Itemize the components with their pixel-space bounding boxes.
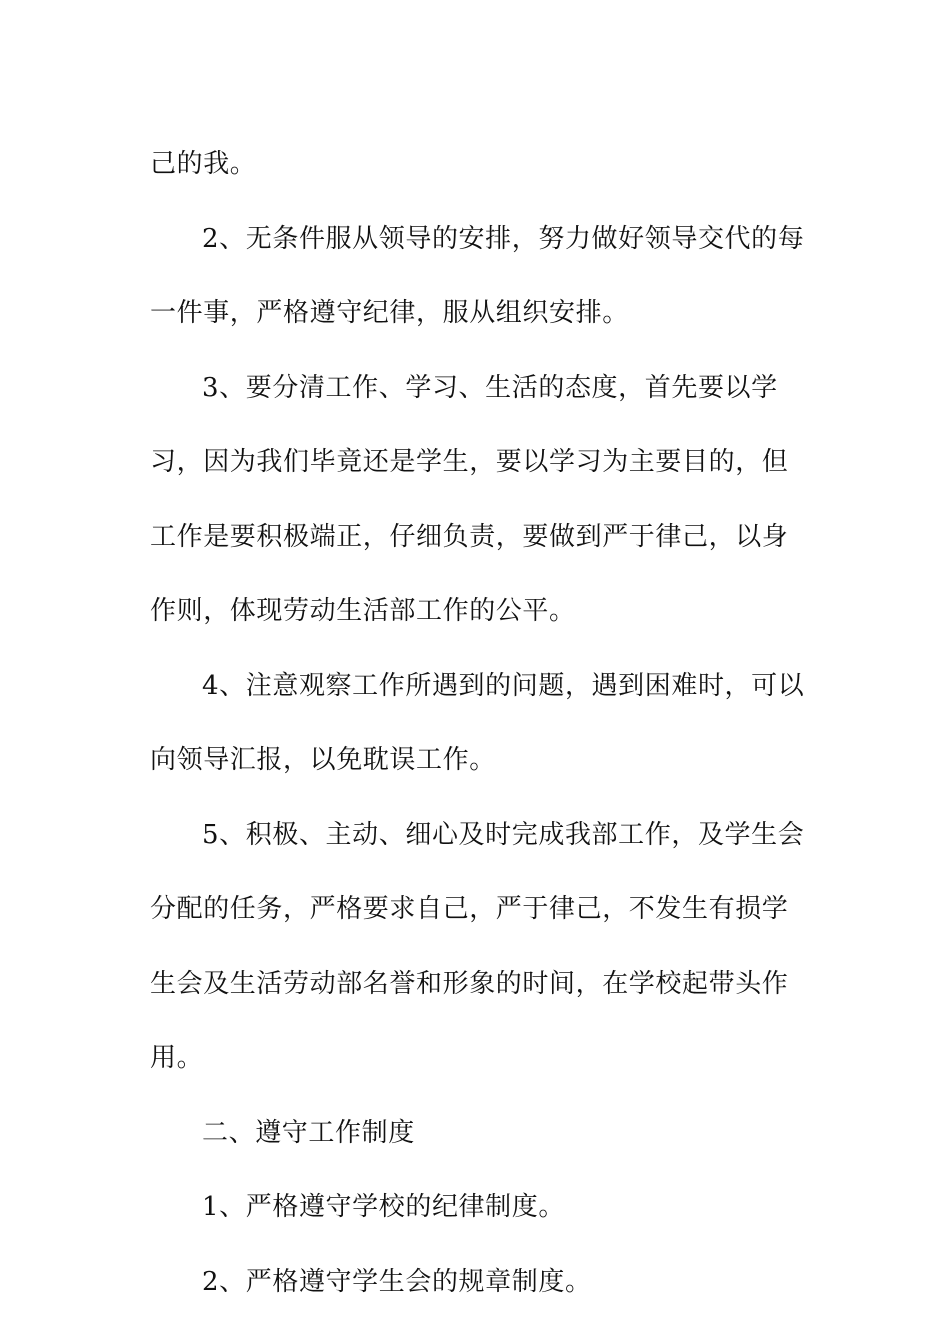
paragraph-item-2: 2、无条件服从领导的安排，努力做好领导交代的每一件事，严格遵守纪律，服从组织安排。 bbox=[150, 223, 805, 328]
section-heading: 二、遵守工作制度 bbox=[202, 1117, 415, 1148]
paragraph-rule-1: 1、严格遵守学校的纪律制度。 bbox=[202, 1192, 565, 1222]
paragraph-item-4: 4、注意观察工作所遇到的问题，遇到困难时，可以向领导汇报，以免耽误工作。 bbox=[150, 670, 805, 775]
document-body bbox=[150, 127, 810, 1319]
paragraph-item-5: 5、积极、主动、细心及时完成我部工作，及学生会分配的任务，严格要求自己，严于律己，不发生有损学生会及生活劳动部名誉和形象的时间，在学校起带头作用。 bbox=[150, 819, 805, 1073]
paragraph-continuation: 己的我。 bbox=[150, 149, 257, 179]
paragraph-item-3: 3、要分清工作、学习、生活的态度，首先要以学习，因为我们毕竟还是学生，要以学习为主要目的，但工作是要积极端正，仔细负责，要做到严于律己，以身作则，体现劳动生活部工作的公平。 bbox=[150, 372, 789, 626]
paragraph-rule-2: 2、严格遵守学生会的规章制度。 bbox=[202, 1266, 592, 1297]
